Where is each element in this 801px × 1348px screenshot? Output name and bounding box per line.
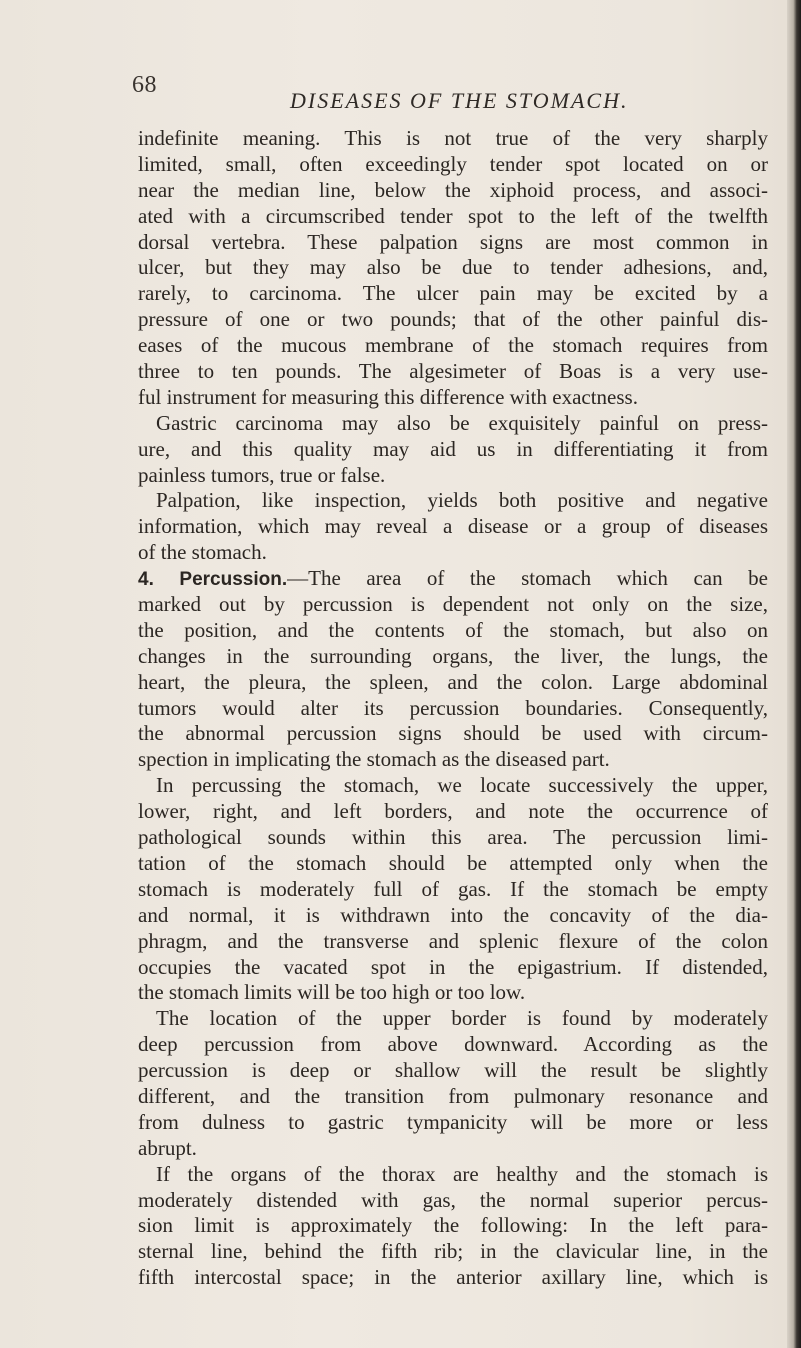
text-line: of the stomach. [138,540,267,565]
text-line: If the organs of the thorax are healthy and the stomach is [156,1161,768,1186]
text-line: moderately distended with gas, the normal superior percus- [138,1187,768,1212]
page-number: 68 [132,72,157,98]
text-line: In percussing the stomach, we locate successively the upper, [156,773,768,798]
text-line: near the median line, below the xiphoid process, and associ- [138,177,768,202]
text-line: different, and the transition from pulmonary resonance and [138,1083,768,1108]
text-line: sion limit is approximately the following: In the left para- [138,1213,768,1238]
text-line: The location of the upper border is found by moderately [156,1006,768,1031]
text-line: the stomach limits will be too high or too low. [138,980,526,1005]
text-line: ulcer, but they may also be due to tender adhesions, and, [138,255,768,280]
text-line: from dulness to gastric tympanicity will be more or less [138,1109,768,1134]
text-line: spection in implicating the stomach as the diseased part. [138,747,610,772]
text-line: ful instrument for measuring this difference with exactness. [138,384,638,409]
text-line: ated with a circumscribed tender spot to the left of the twelfth [138,203,768,228]
paragraph [138,1162,768,1291]
text-line [138,566,768,592]
text-line: dorsal vertebra. These palpation signs are most common in [138,229,768,254]
text-line: eases of the mucous membrane of the stomach requires from [138,333,768,358]
paragraph [138,411,768,489]
text-line: sternal line, behind the fifth rib; in the clavicular line, in the [138,1239,768,1264]
text-line: occupies the vacated spot in the epigastrium. If distended, [138,954,768,979]
text-line: information, which may reveal a disease or a group of diseases [138,514,768,539]
text-line: fifth intercostal space; in the anterior axillary line, which is [138,1265,768,1290]
text-line: indefinite meaning. This is not true of the very sharply [138,126,768,150]
text-line: tumors would alter its percussion boundaries. Consequently, [138,695,768,720]
text-line: percussion is deep or shallow will the result be slightly [138,1058,768,1083]
text-line: rarely, to carcinoma. The ulcer pain may be excited by a [138,281,768,306]
text-line: three to ten pounds. The algesimeter of Boas is a very use- [138,359,768,384]
text-line: the abnormal percussion signs should be used with circum- [138,721,768,746]
text-line: phragm, and the transverse and splenic flexure of the colon [138,928,768,953]
text-line: stomach is moderately full of gas. If the stomach be empty [138,876,768,901]
text-line: heart, the pleura, the spleen, and the colon. Large abdominal [138,669,768,694]
page-edge-shadow [787,0,801,1348]
running-title: DISEASES OF THE STOMACH. [290,88,629,113]
text-line: ure, and this quality may aid us in differentiating it from [138,436,768,461]
paragraph [138,1006,768,1161]
paragraph [138,488,768,566]
text-line: tation of the stomach should be attempted only when the [138,850,768,875]
paragraph [138,773,768,1006]
text-line: pathological sounds within this area. The percussion limi- [138,825,768,850]
paragraph [138,566,768,773]
text-line: deep percussion from above downward. According as the [138,1032,768,1057]
text-line-continuation: —The area of the stomach which can be [287,566,768,591]
text-line: limited, small, often exceedingly tender spot located on or [138,151,768,176]
text-line: painless tumors, true or false. [138,462,386,487]
paragraph [138,126,768,411]
text-line: Palpation, like inspection, yields both positive and negative [156,488,768,513]
text-line: and normal, it is withdrawn into the concavity of the dia- [138,902,768,927]
body-text [138,126,768,1291]
text-line: lower, right, and left borders, and note the occurrence of [138,799,768,824]
text-line: marked out by percussion is dependent not only on the size, [138,592,768,617]
text-line: pressure of one or two pounds; that of the other painful dis- [138,307,768,332]
text-line: Gastric carcinoma may also be exquisitely painful on press- [156,410,768,435]
text-line: abrupt. [138,1135,197,1160]
text-line: the position, and the contents of the stomach, but also on [138,617,768,642]
text-line: changes in the surrounding organs, the liver, the lungs, the [138,643,768,668]
section-heading: 4. Percussion. [138,569,288,591]
